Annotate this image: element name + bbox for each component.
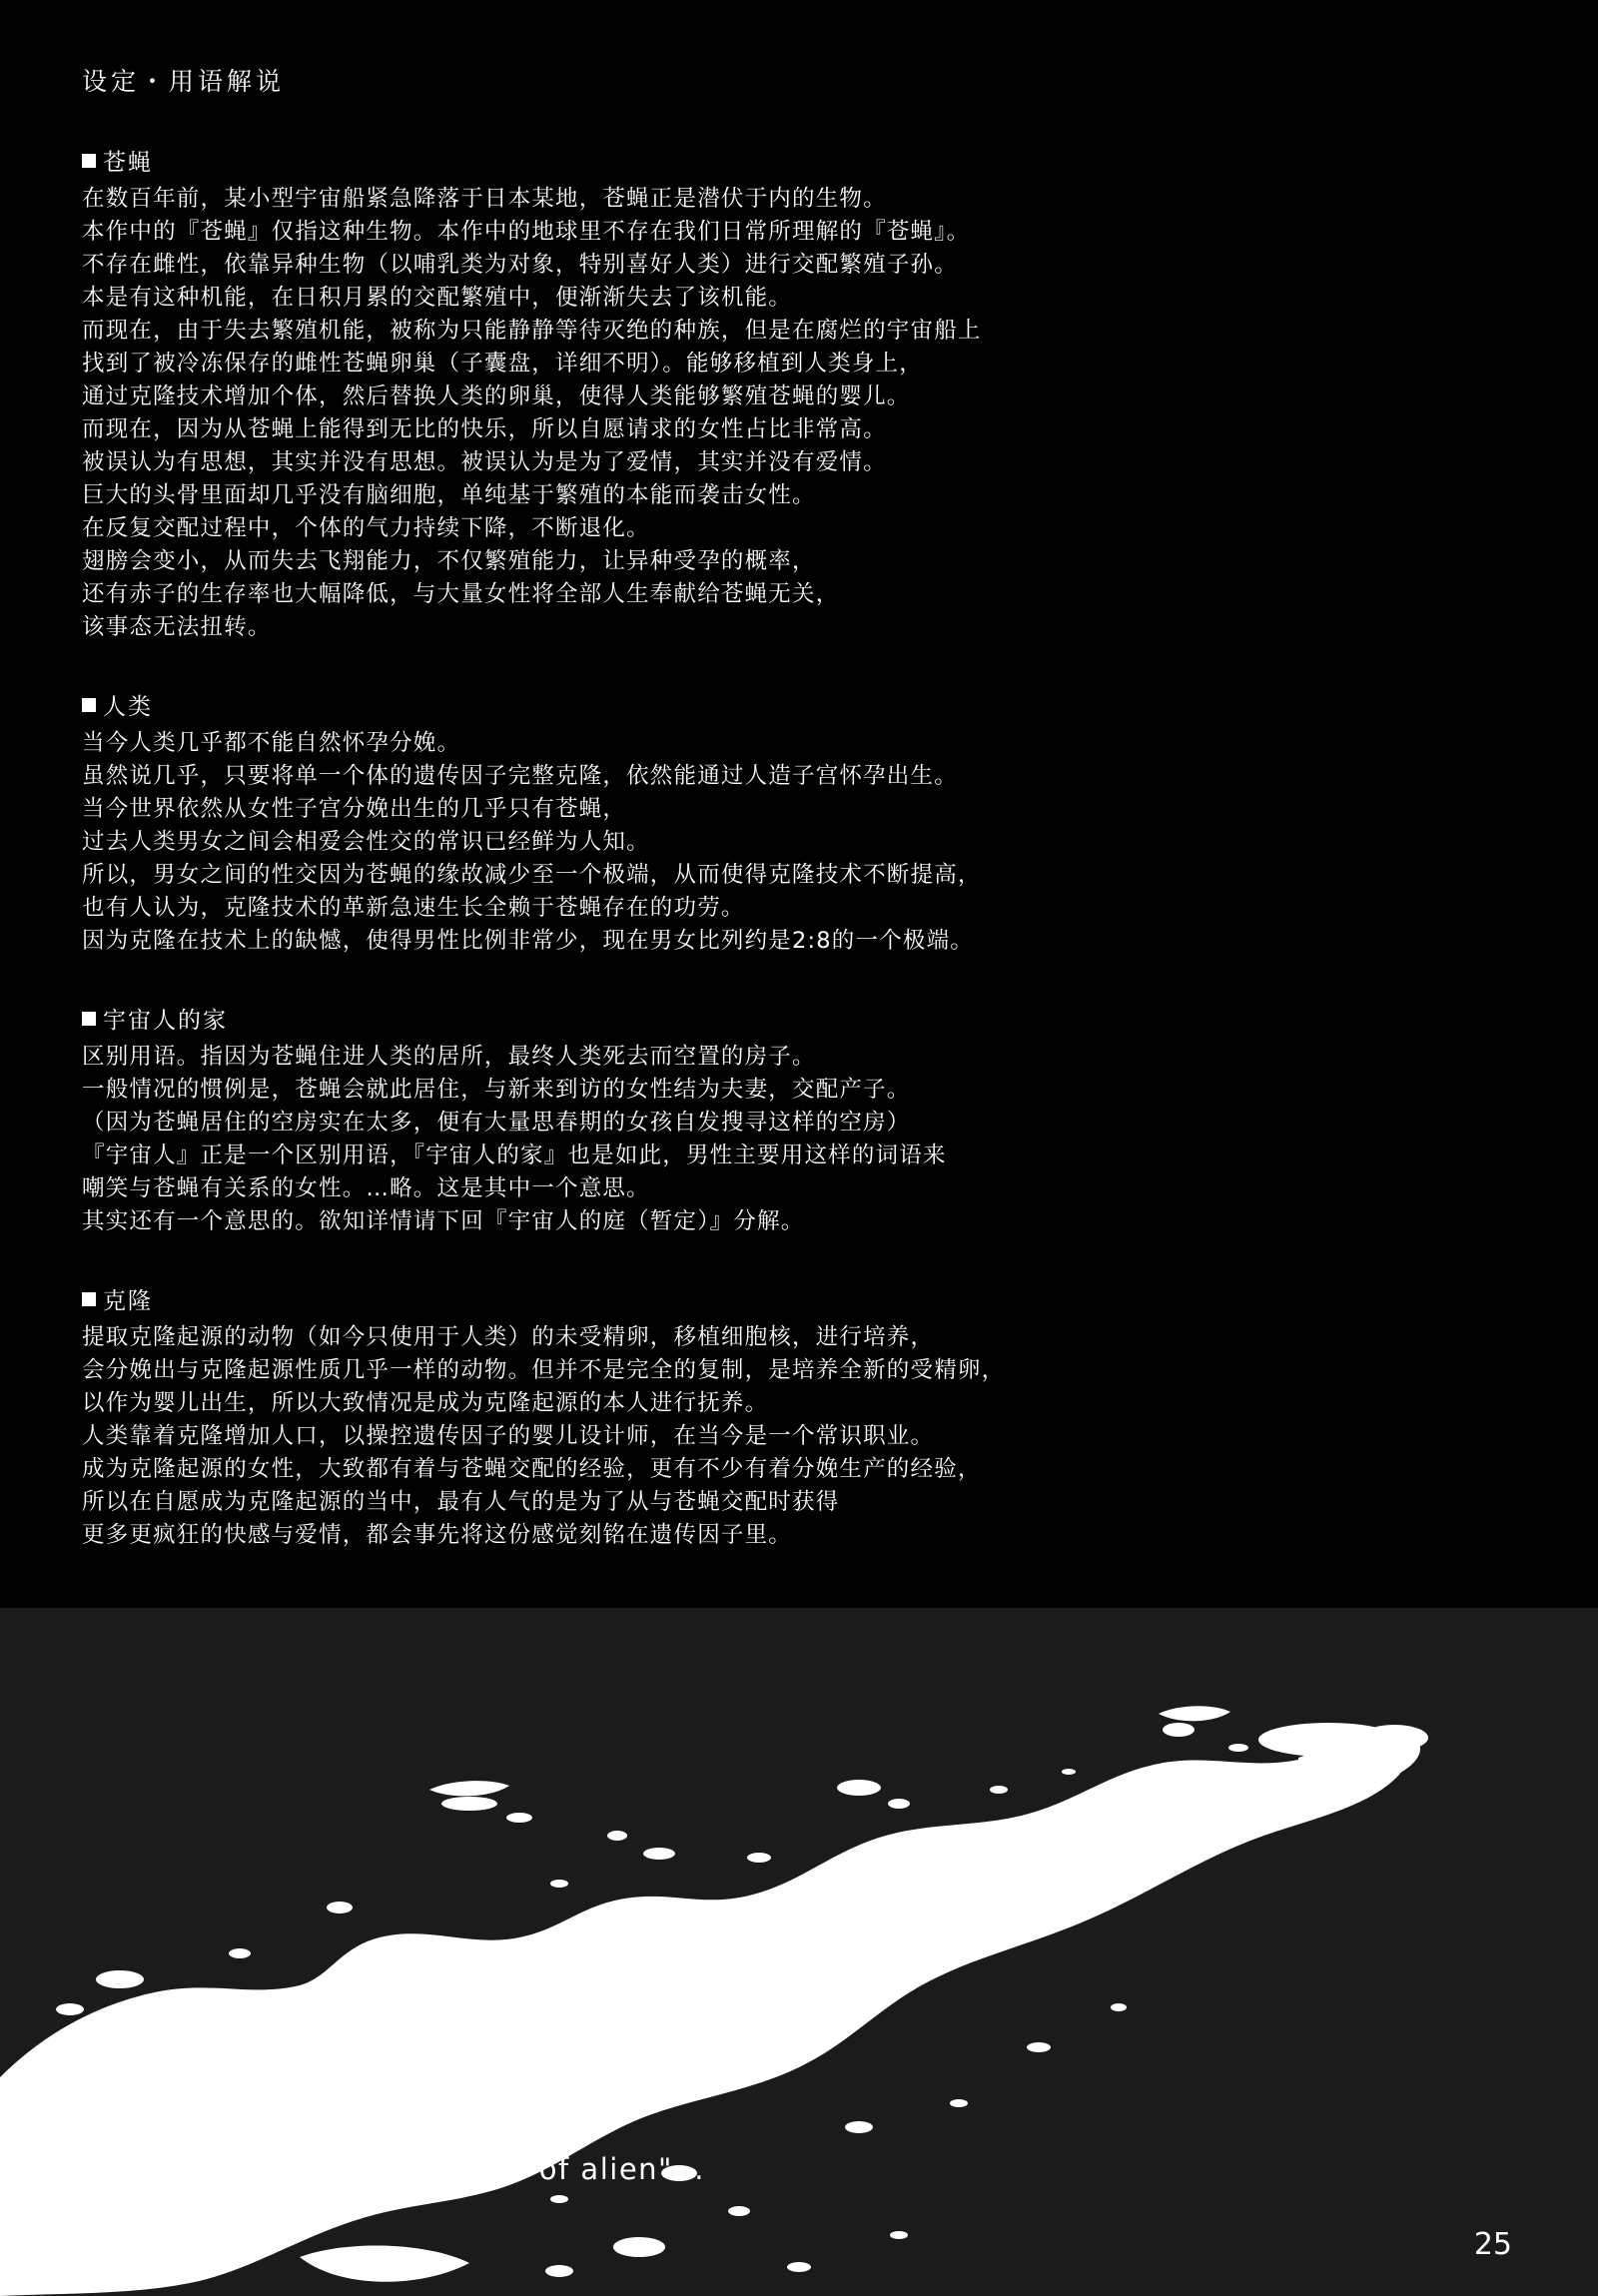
body-line: 更多更疯狂的快感与爱情，都会事先将这份感觉刻铭在遗传因子里。 [82,1522,793,1548]
section-heading-label: 克隆 [103,1288,153,1314]
body-line: 所以在自愿成为克隆起源的当中，最有人气的是为了从与苍蝇交配时获得 [82,1489,840,1515]
body-line: 该事态无法扭转。 [82,614,272,640]
section-block [82,144,1598,644]
page-title: 设定・用语解说 [82,67,286,96]
body-line: 巨大的头骨里面却几乎没有脑细胞，单纯基于繁殖的本能而袭击女性。 [82,482,816,508]
body-line: 通过克隆技术增加个体，然后替换人类的卵巢，使得人类能够繁殖苍蝇的婴儿。 [82,383,911,409]
body-line: 一般情况的惯例是，苍蝇会就此居住，与新来到访的女性结为夫妻，交配产子。 [82,1077,911,1103]
body-line: 本作中的『苍蝇』仅指这种生物。本作中的地球里不存在我们日常所理解的『苍蝇』。 [82,219,971,245]
section-heading [82,1002,1598,1035]
body-line: 提取克隆起源的动物（如今只使用于人类）的未受精卵，移植细胞核，进行培养， [82,1324,935,1350]
section-heading-label: 苍蝇 [103,150,153,176]
body-line: 不存在雌性，依靠异种生物（以哺乳类为对象，特别喜好人类）进行交配繁殖子孙。 [82,252,958,278]
square-bullet-icon [82,1292,96,1306]
body-line: 本是有这种机能，在日积月累的交配繁殖中，便渐渐失去了该机能。 [82,285,793,311]
section-heading [82,1282,1598,1315]
body-line: 找到了被冷冻保存的雌性苍蝇卵巢（子囊盘，详细不明）。能够移植到人类身上， [82,351,923,377]
body-line: 而现在，由于失去繁殖机能，被称为只能静静等待灭绝的种族，但是在腐烂的宇宙船上 [82,318,982,344]
section-block [82,1282,1598,1552]
body-line: 被误认为有思想，其实并没有思想。被误认为是为了爱情，其实并没有爱情。 [82,449,887,475]
body-line: 『宇宙人』正是一个区别用语，『宇宙人的家』也是如此，男性主要用这样的词语来 [82,1143,947,1168]
body-line: 在反复交配过程中，个体的气力持续下降，不断退化。 [82,515,650,541]
square-bullet-icon [82,698,96,712]
body-line: 虽然说几乎，只要将单一个体的遗传因子完整克隆，依然能通过人造子宫怀孕出生。 [82,763,958,789]
body-line: 还有赤子的生存率也大幅降低，与大量女性将全部人生奉献给苍蝇无关， [82,581,840,607]
page-number: 25 [1473,2227,1512,2262]
ink-splash-graphic [0,1608,1598,2296]
square-bullet-icon [82,1012,96,1026]
section-block [82,688,1598,958]
section-heading-label: 人类 [103,694,153,720]
body-line: 其实还有一个意思的。欲知详情请下回『宇宙人的庭（暂定）』分解。 [82,1208,805,1234]
body-line: 当今人类几乎都不能自然怀孕分娩。 [82,730,461,756]
continue-caption: Continue to next "Garden of alien"... [122,2152,706,2186]
body-line: 区别用语。指因为苍蝇住进人类的居所，最终人类死去而空置的房子。 [82,1044,816,1070]
body-line: 过去人类男女之间会相爱会性交的常识已经鲜为人知。 [82,829,650,855]
body-line: 因为克隆在技术上的缺憾，使得男性比例非常少，现在男女比列约是2:8的一个极端。 [82,928,975,954]
body-line: 人类靠着克隆增加人口，以操控遗传因子的婴儿设计师，在当今是一个常识职业。 [82,1423,935,1449]
body-line: 成为克隆起源的女性，大致都有着与苍蝇交配的经验，更有不少有着分娩生产的经验， [82,1456,982,1482]
body-line: 而现在，因为从苍蝇上能得到无比的快乐，所以自愿请求的女性占比非常高。 [82,416,887,442]
body-line: 当今世界依然从女性子宫分娩出生的几乎只有苍蝇， [82,796,627,822]
body-line: 在数百年前，某小型宇宙船紧急降落于日本某地，苍蝇正是潜伏于内的生物。 [82,186,887,212]
section-heading [82,688,1598,721]
body-line: 翅膀会变小，从而失去飞翔能力，不仅繁殖能力，让异种受孕的概率， [82,548,816,574]
body-line: 也有人认为，克隆技术的革新急速生长全赖于苍蝇存在的功劳。 [82,895,745,921]
body-line: （因为苍蝇居住的空房实在太多，便有大量思春期的女孩自发搜寻这样的空房） [82,1110,911,1136]
body-line: 以作为婴儿出生，所以大致情况是成为克隆起源的本人进行抚养。 [82,1390,769,1416]
body-line: 所以，男女之间的性交因为苍蝇的缘故减少至一个极端，从而使得克隆技术不断提高， [82,862,982,888]
splash-illustration-area [0,1608,1598,2296]
body-line: 会分娩出与克隆起源性质几乎一样的动物。但并不是完全的复制，是培养全新的受精卵， [82,1357,1006,1383]
section-heading [82,144,1598,177]
section-heading-label: 宇宙人的家 [103,1008,228,1034]
section-block [82,1002,1598,1238]
body-line: 嘲笑与苍蝇有关系的女性。…略。这是其中一个意思。 [82,1175,650,1201]
square-bullet-icon [82,154,96,168]
